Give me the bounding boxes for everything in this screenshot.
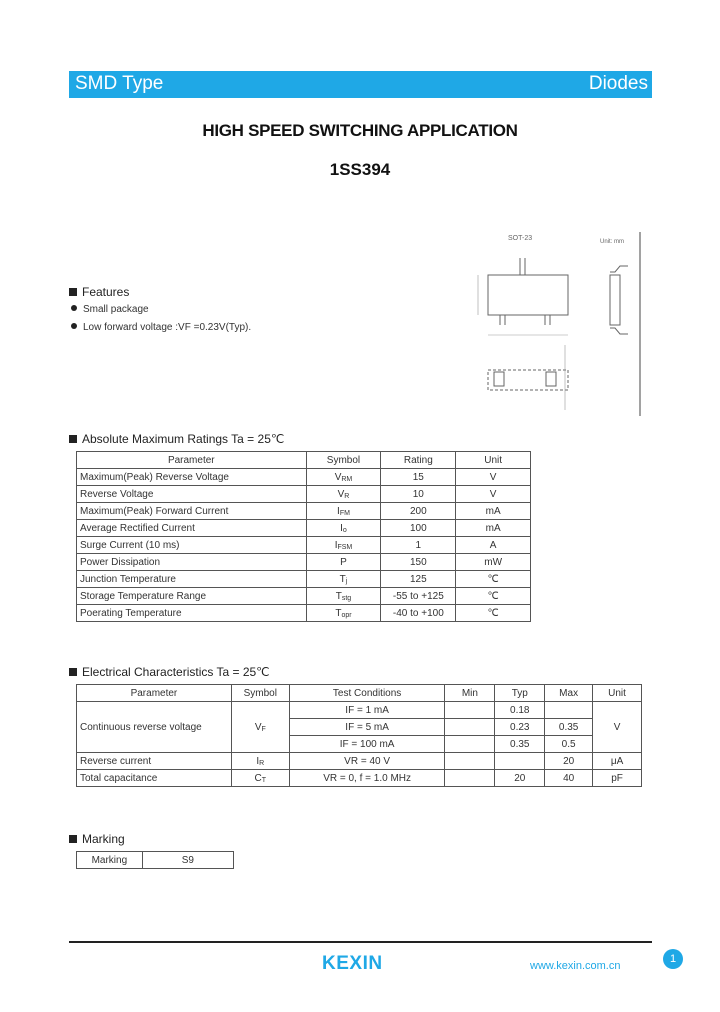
min-cell [445, 753, 495, 770]
rating-cell: 200 [381, 503, 456, 520]
min-cell [445, 770, 495, 787]
max-cell: 40 [545, 770, 593, 787]
table-row [77, 571, 531, 588]
unit-cell: mA [456, 503, 531, 520]
column-header: Rating [381, 452, 456, 469]
param-cell: Total capacitance [77, 770, 232, 787]
package-outline-drawing [470, 230, 645, 416]
square-bullet-icon [69, 435, 77, 443]
square-bullet-icon [69, 288, 77, 296]
param-cell: Reverse current [77, 753, 232, 770]
rating-cell: 100 [381, 520, 456, 537]
page-number-badge: 1 [663, 949, 683, 969]
table-row [77, 520, 531, 537]
column-header: Test Conditions [289, 685, 445, 702]
unit-cell: V [456, 486, 531, 503]
header-category: SMD Type [75, 73, 164, 94]
table-row [77, 469, 531, 486]
unit-cell: ℃ [456, 605, 531, 622]
symbol-cell: $V_{RM}$ [306, 469, 381, 486]
param-cell: Continuous reverse voltage [77, 702, 232, 753]
max-cell [545, 702, 593, 719]
document-title: HIGH SPEED SWITCHING APPLICATION [202, 121, 518, 140]
column-header: Min [445, 685, 495, 702]
param-cell: Junction Temperature [77, 571, 307, 588]
kexin-logo: KEXIN [322, 953, 383, 974]
rating-cell: -40 to +100 [381, 605, 456, 622]
param-cell: Reverse Voltage [77, 486, 307, 503]
marking-table [76, 851, 234, 869]
column-header: Unit [593, 685, 642, 702]
param-cell: Maximum(Peak) Reverse Voltage [77, 469, 307, 486]
table-row [77, 605, 531, 622]
table-row [77, 770, 642, 787]
table-row [77, 537, 531, 554]
rating-cell: -55 to +125 [381, 588, 456, 605]
unit-cell: mW [456, 554, 531, 571]
header-type: Diodes [588, 73, 648, 94]
rating-cell: 1 [381, 537, 456, 554]
column-header: Typ [495, 685, 545, 702]
symbol-cell: $T_{opr}$ [306, 605, 381, 622]
param-cell: Power Dissipation [77, 554, 307, 571]
column-header: Unit [456, 452, 531, 469]
square-bullet-icon [69, 668, 77, 676]
typ-cell: 0.18 [495, 702, 545, 719]
param-cell: Surge Current (10 ms) [77, 537, 307, 554]
rating-cell: 10 [381, 486, 456, 503]
symbol-cell: $I_o$ [306, 520, 381, 537]
param-cell: Storage Temperature Range [77, 588, 307, 605]
cond-cell: VR = 0, f = 1.0 MHz [289, 770, 445, 787]
max-cell: 20 [545, 753, 593, 770]
symbol-cell: $I_R$ [231, 753, 289, 770]
elec-heading: Electrical Characteristics Ta = 25℃ [69, 665, 270, 679]
square-bullet-icon [69, 835, 77, 843]
marking-label: Marking [77, 852, 143, 869]
part-number: 1SS394 [329, 160, 391, 179]
unit-cell: pF [593, 770, 642, 787]
symbol-cell: $T_{stg}$ [306, 588, 381, 605]
table-row [77, 702, 642, 719]
column-header: Max [545, 685, 593, 702]
min-cell [445, 719, 495, 736]
symbol-cell: P [306, 554, 381, 571]
param-cell: Maximum(Peak) Forward Current [77, 503, 307, 520]
cond-cell: IF = 100 mA [289, 736, 445, 753]
unit-cell: μA [593, 753, 642, 770]
unit-cell: V [456, 469, 531, 486]
cond-cell: IF = 5 mA [289, 719, 445, 736]
symbol-cell: $V_F$ [231, 702, 289, 753]
min-cell [445, 702, 495, 719]
unit-cell: mA [456, 520, 531, 537]
unit-cell: V [593, 702, 642, 753]
table-row [77, 753, 642, 770]
rating-cell: 125 [381, 571, 456, 588]
column-header: Symbol [231, 685, 289, 702]
table-row [77, 554, 531, 571]
elec-table [76, 684, 642, 787]
package-unit: Unit: mm [600, 239, 624, 245]
table-row [77, 503, 531, 520]
header-bar [69, 71, 652, 98]
unit-cell: A [456, 537, 531, 554]
package-name: SOT-23 [508, 235, 533, 242]
table-header-row [77, 685, 642, 702]
max-cell: 0.5 [545, 736, 593, 753]
dot-bullet-icon [71, 323, 77, 329]
typ-cell [495, 753, 545, 770]
symbol-cell: $I_{FSM}$ [306, 537, 381, 554]
unit-cell: ℃ [456, 571, 531, 588]
column-header: Parameter [77, 452, 307, 469]
dot-bullet-icon [71, 305, 77, 311]
rating-cell: 15 [381, 469, 456, 486]
rating-cell: 150 [381, 554, 456, 571]
table-row [77, 852, 234, 869]
cond-cell: VR = 40 V [289, 753, 445, 770]
table-row [77, 588, 531, 605]
unit-cell: ℃ [456, 588, 531, 605]
symbol-cell: $T_j$ [306, 571, 381, 588]
param-cell: Poerating Temperature [77, 605, 307, 622]
marking-heading: Marking [69, 832, 125, 846]
abs-max-table [76, 451, 531, 622]
column-header: Parameter [77, 685, 232, 702]
table-row [77, 486, 531, 503]
typ-cell: 20 [495, 770, 545, 787]
website-link[interactable]: www.kexin.com.cn [530, 960, 621, 972]
symbol-cell: $V_R$ [306, 486, 381, 503]
features-heading: Features [69, 285, 129, 299]
min-cell [445, 736, 495, 753]
marking-value: S9 [142, 852, 233, 869]
param-cell: Average Rectified Current [77, 520, 307, 537]
feature-item: Small package [71, 304, 149, 315]
typ-cell: 0.23 [495, 719, 545, 736]
typ-cell: 0.35 [495, 736, 545, 753]
table-header-row [77, 452, 531, 469]
max-cell: 0.35 [545, 719, 593, 736]
footer-divider [69, 941, 652, 943]
symbol-cell: $I_{FM}$ [306, 503, 381, 520]
column-header: Symbol [306, 452, 381, 469]
symbol-cell: $C_T$ [231, 770, 289, 787]
cond-cell: IF = 1 mA [289, 702, 445, 719]
abs-max-heading: Absolute Maximum Ratings Ta = 25℃ [69, 432, 284, 446]
feature-item: Low forward voltage :VF =0.23V(Typ). [71, 322, 251, 333]
